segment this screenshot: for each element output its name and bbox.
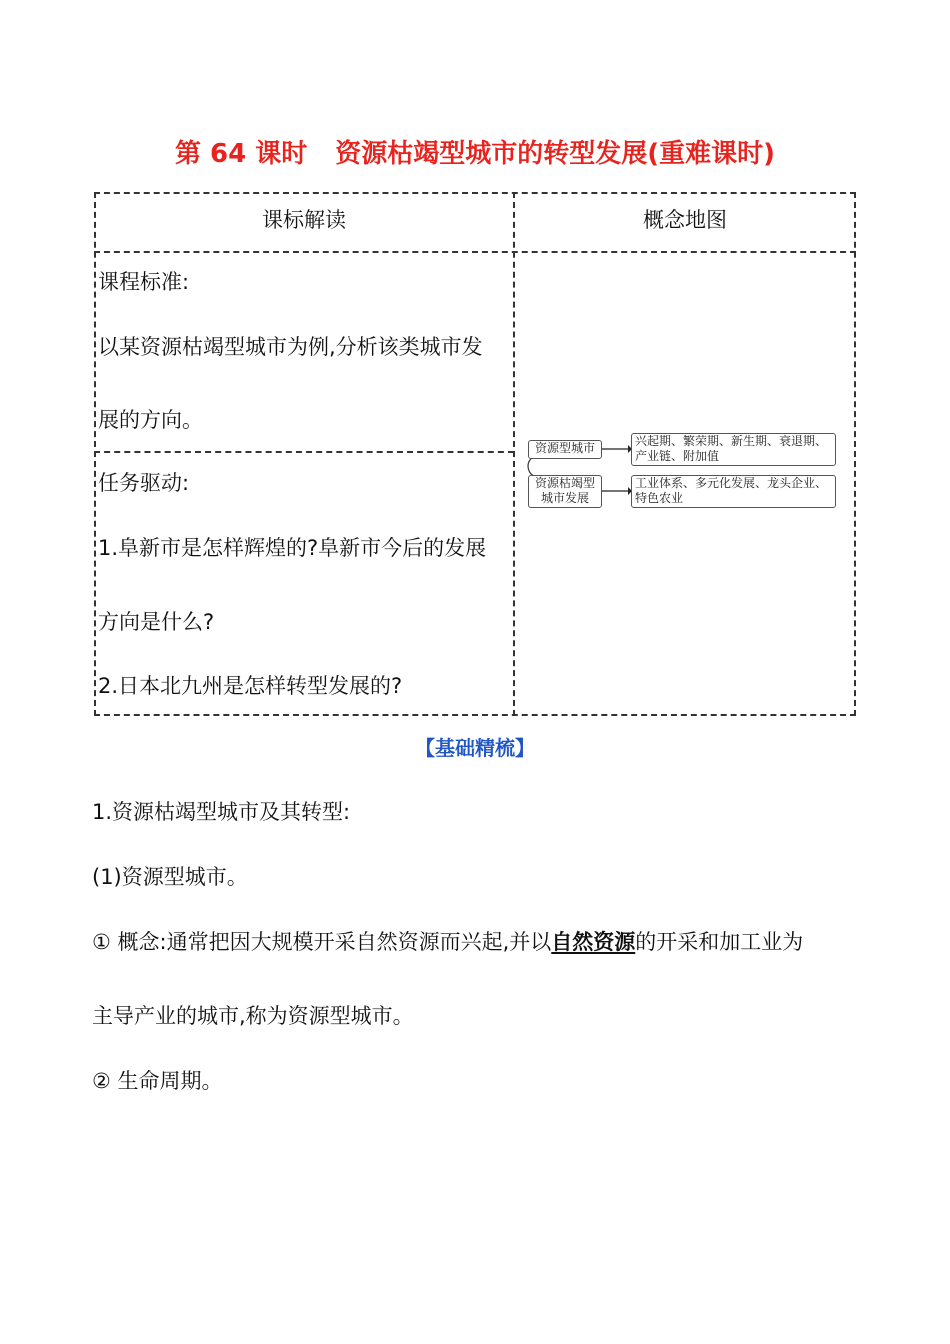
concept-line2: 主导产业的城市,称为资源型城市。 — [92, 1004, 414, 1028]
item1-1-heading: (1)资源型城市。 — [92, 865, 248, 889]
page-title: 第 64 课时 资源枯竭型城市的转型发展(重难课时) — [174, 139, 776, 169]
node2-detail-line1: 工业体系、多元化发展、龙头企业、 — [635, 476, 828, 490]
node2-line1: 资源枯竭型 — [534, 476, 595, 490]
node1-detail-line2: 产业链、附加值 — [635, 449, 720, 463]
header-concept-map: 概念地图 — [643, 208, 727, 232]
concept-keyword: 自然资源 — [551, 930, 636, 954]
standard-text-line2: 展的方向。 — [98, 408, 203, 432]
node1-detail-line1: 兴起期、繁荣期、新生期、衰退期、 — [635, 434, 828, 448]
node-depleted-city-development — [528, 475, 602, 508]
node-resource-city-detail — [631, 433, 836, 466]
header-curriculum-reading: 课标解读 — [262, 208, 346, 232]
node-resource-city: 资源型城市 — [528, 440, 602, 459]
standard-label: 课程标准: — [98, 270, 190, 294]
standard-text-line1: 以某资源枯竭型城市为例,分析该类城市发 — [98, 335, 483, 359]
lesson-table — [94, 192, 856, 716]
section-heading: 【基础精梳】 — [415, 736, 535, 760]
task-label: 任务驱动: — [98, 471, 190, 495]
item1-heading: 1.资源枯竭型城市及其转型: — [92, 800, 351, 824]
task1-line2: 方向是什么? — [98, 610, 215, 634]
lifecycle-item: ② 生命周期。 — [92, 1069, 223, 1093]
concept-suffix: 的开采和加工业为 — [635, 930, 804, 954]
concept-line1 — [92, 926, 803, 956]
concept-prefix: ① 概念:通常把因大规模开采自然资源而兴起,并以 — [92, 930, 552, 954]
node-depleted-city-detail — [631, 475, 836, 508]
node2-line2: 城市发展 — [540, 491, 589, 505]
node2-detail-line2: 特色农业 — [635, 491, 684, 505]
task2: 2.日本北九州是怎样转型发展的? — [98, 674, 403, 698]
task1-line1: 1.阜新市是怎样辉煌的?阜新市今后的发展 — [98, 536, 487, 560]
